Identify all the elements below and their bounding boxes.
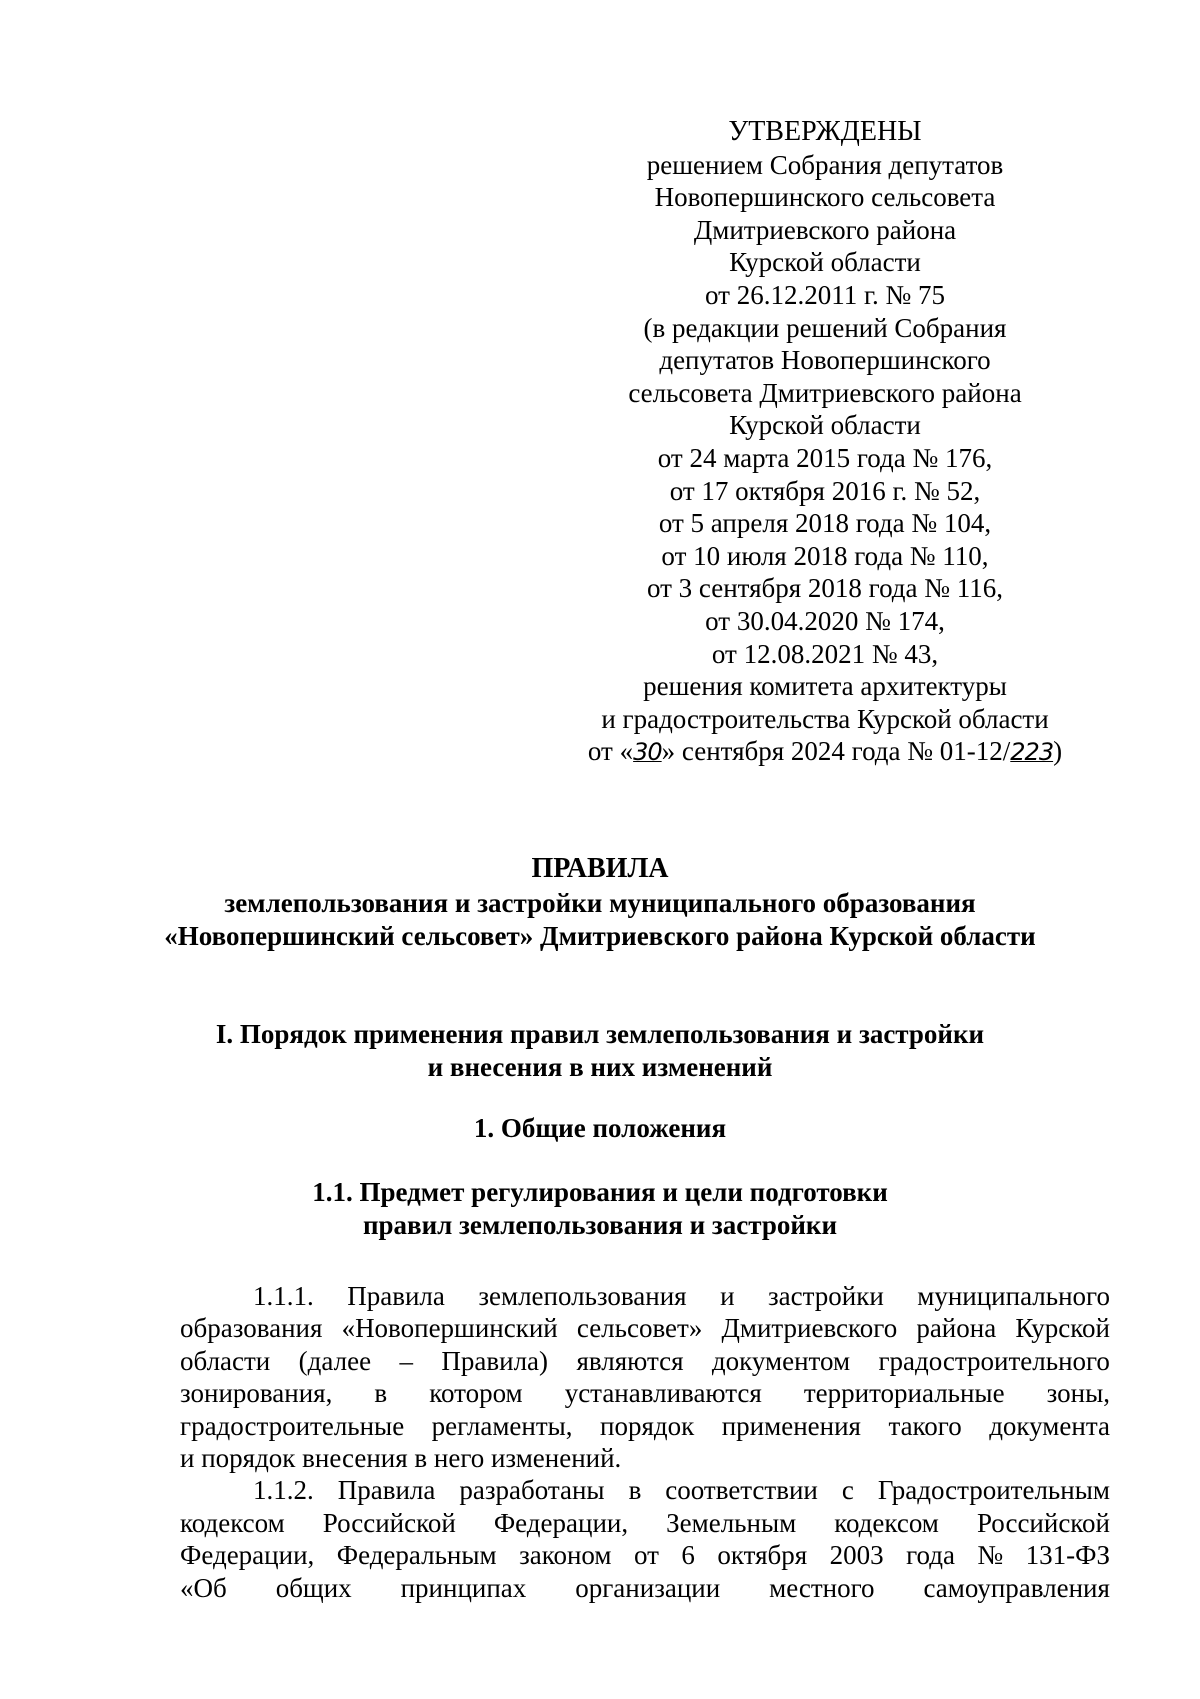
approval-line: от 5 апреля 2018 года № 104, (658, 508, 992, 539)
handwritten-number: 223 (1010, 738, 1054, 767)
section-heading-line: 1. Общие положения (473, 1113, 727, 1143)
approval-line: от 17 октября 2016 г. № 52, (669, 475, 981, 506)
approval-stamp (565, 116, 1085, 769)
section-heading-general (0, 1112, 1200, 1145)
approval-date-middle: » сентября 2024 года № 01-12/ (661, 736, 1011, 767)
paragraph-line: Федерации, Федеральным законом от 6 октября 2003 года № 131-ФЗ (180, 1540, 1110, 1571)
approval-line: Новопершинского сельсовета (654, 182, 996, 213)
paragraph (180, 1280, 1110, 1474)
section-heading-part-1 (0, 1018, 1200, 1084)
body-text (180, 1280, 1110, 1604)
handwritten-day: 30 (633, 738, 662, 767)
paragraph-line: и порядок внесения в него изменений. (180, 1443, 622, 1474)
paragraph-line: «Об общих принципах организации местного самоуправления (180, 1572, 1110, 1603)
subsection-heading (0, 1176, 1200, 1242)
approval-line: от 3 сентября 2018 года № 116, (646, 573, 1004, 604)
title-main: ПРАВИЛА (531, 853, 669, 884)
subsection-heading-line: 1.1. Предмет регулирования и цели подготовки (312, 1177, 888, 1207)
approval-line: от 26.12.2011 г. № 75 (705, 279, 945, 310)
approval-line: решением Собрания депутатов (646, 149, 1004, 180)
paragraph-line: образования «Новопершинский сельсовет» Дмитриевского района Курской (180, 1313, 1110, 1344)
paragraph-line: 1.1.1. Правила землепользования и застройки муниципального (253, 1281, 1110, 1311)
document-title (0, 852, 1200, 886)
approval-date-prefix: от « (587, 736, 634, 767)
approval-line: от 12.08.2021 № 43, (711, 638, 939, 669)
approval-line: Курской области (729, 247, 921, 278)
subsection-heading-line: правил землепользования и застройки (362, 1210, 838, 1240)
paragraph-line: зонирования, в котором устанавливаются территориальные зоны, (180, 1378, 1110, 1409)
approval-date-suffix: ) (1053, 736, 1063, 767)
approval-line: от 30.04.2020 № 174, (705, 605, 945, 636)
paragraph-line: градостроительные регламенты, порядок применения такого документа (180, 1410, 1110, 1441)
approval-line: от 24 марта 2015 года № 176, (657, 442, 993, 473)
approval-line: Курской области (729, 410, 921, 441)
paragraph-line: 1.1.2. Правила разработаны в соответствии с Градостроительным (253, 1475, 1110, 1506)
section-heading-line: I. Порядок применения правил землепользования и застройки (215, 1019, 985, 1049)
approval-line: УТВЕРЖДЕНЫ (728, 116, 922, 147)
paragraph (180, 1474, 1110, 1604)
approval-line: (в редакции решений Собрания (643, 312, 1007, 343)
section-heading-line: и внесения в них изменений (427, 1052, 773, 1082)
paragraph-line: области (далее – Правила) являются документом градостроительного (180, 1345, 1110, 1376)
approval-date-line (565, 735, 1085, 769)
document-subtitle (0, 887, 1200, 953)
approval-line: Дмитриевского района (693, 214, 957, 245)
approval-line: и градостроительства Курской области (601, 703, 1049, 734)
approval-line: депутатов Новопершинского (659, 345, 991, 376)
approval-line: решения комитета архитектуры (643, 671, 1007, 702)
paragraph-line: кодексом Российской Федерации, Земельным кодексом Российской (180, 1507, 1110, 1538)
approval-line: от 10 июля 2018 года № 110, (661, 540, 989, 571)
approval-line: сельсовета Дмитриевского района (628, 377, 1022, 408)
subtitle-line: землепользования и застройки муниципального образования (224, 888, 976, 918)
subtitle-line: «Новопершинский сельсовет» Дмитриевского района Курской области (164, 921, 1036, 951)
